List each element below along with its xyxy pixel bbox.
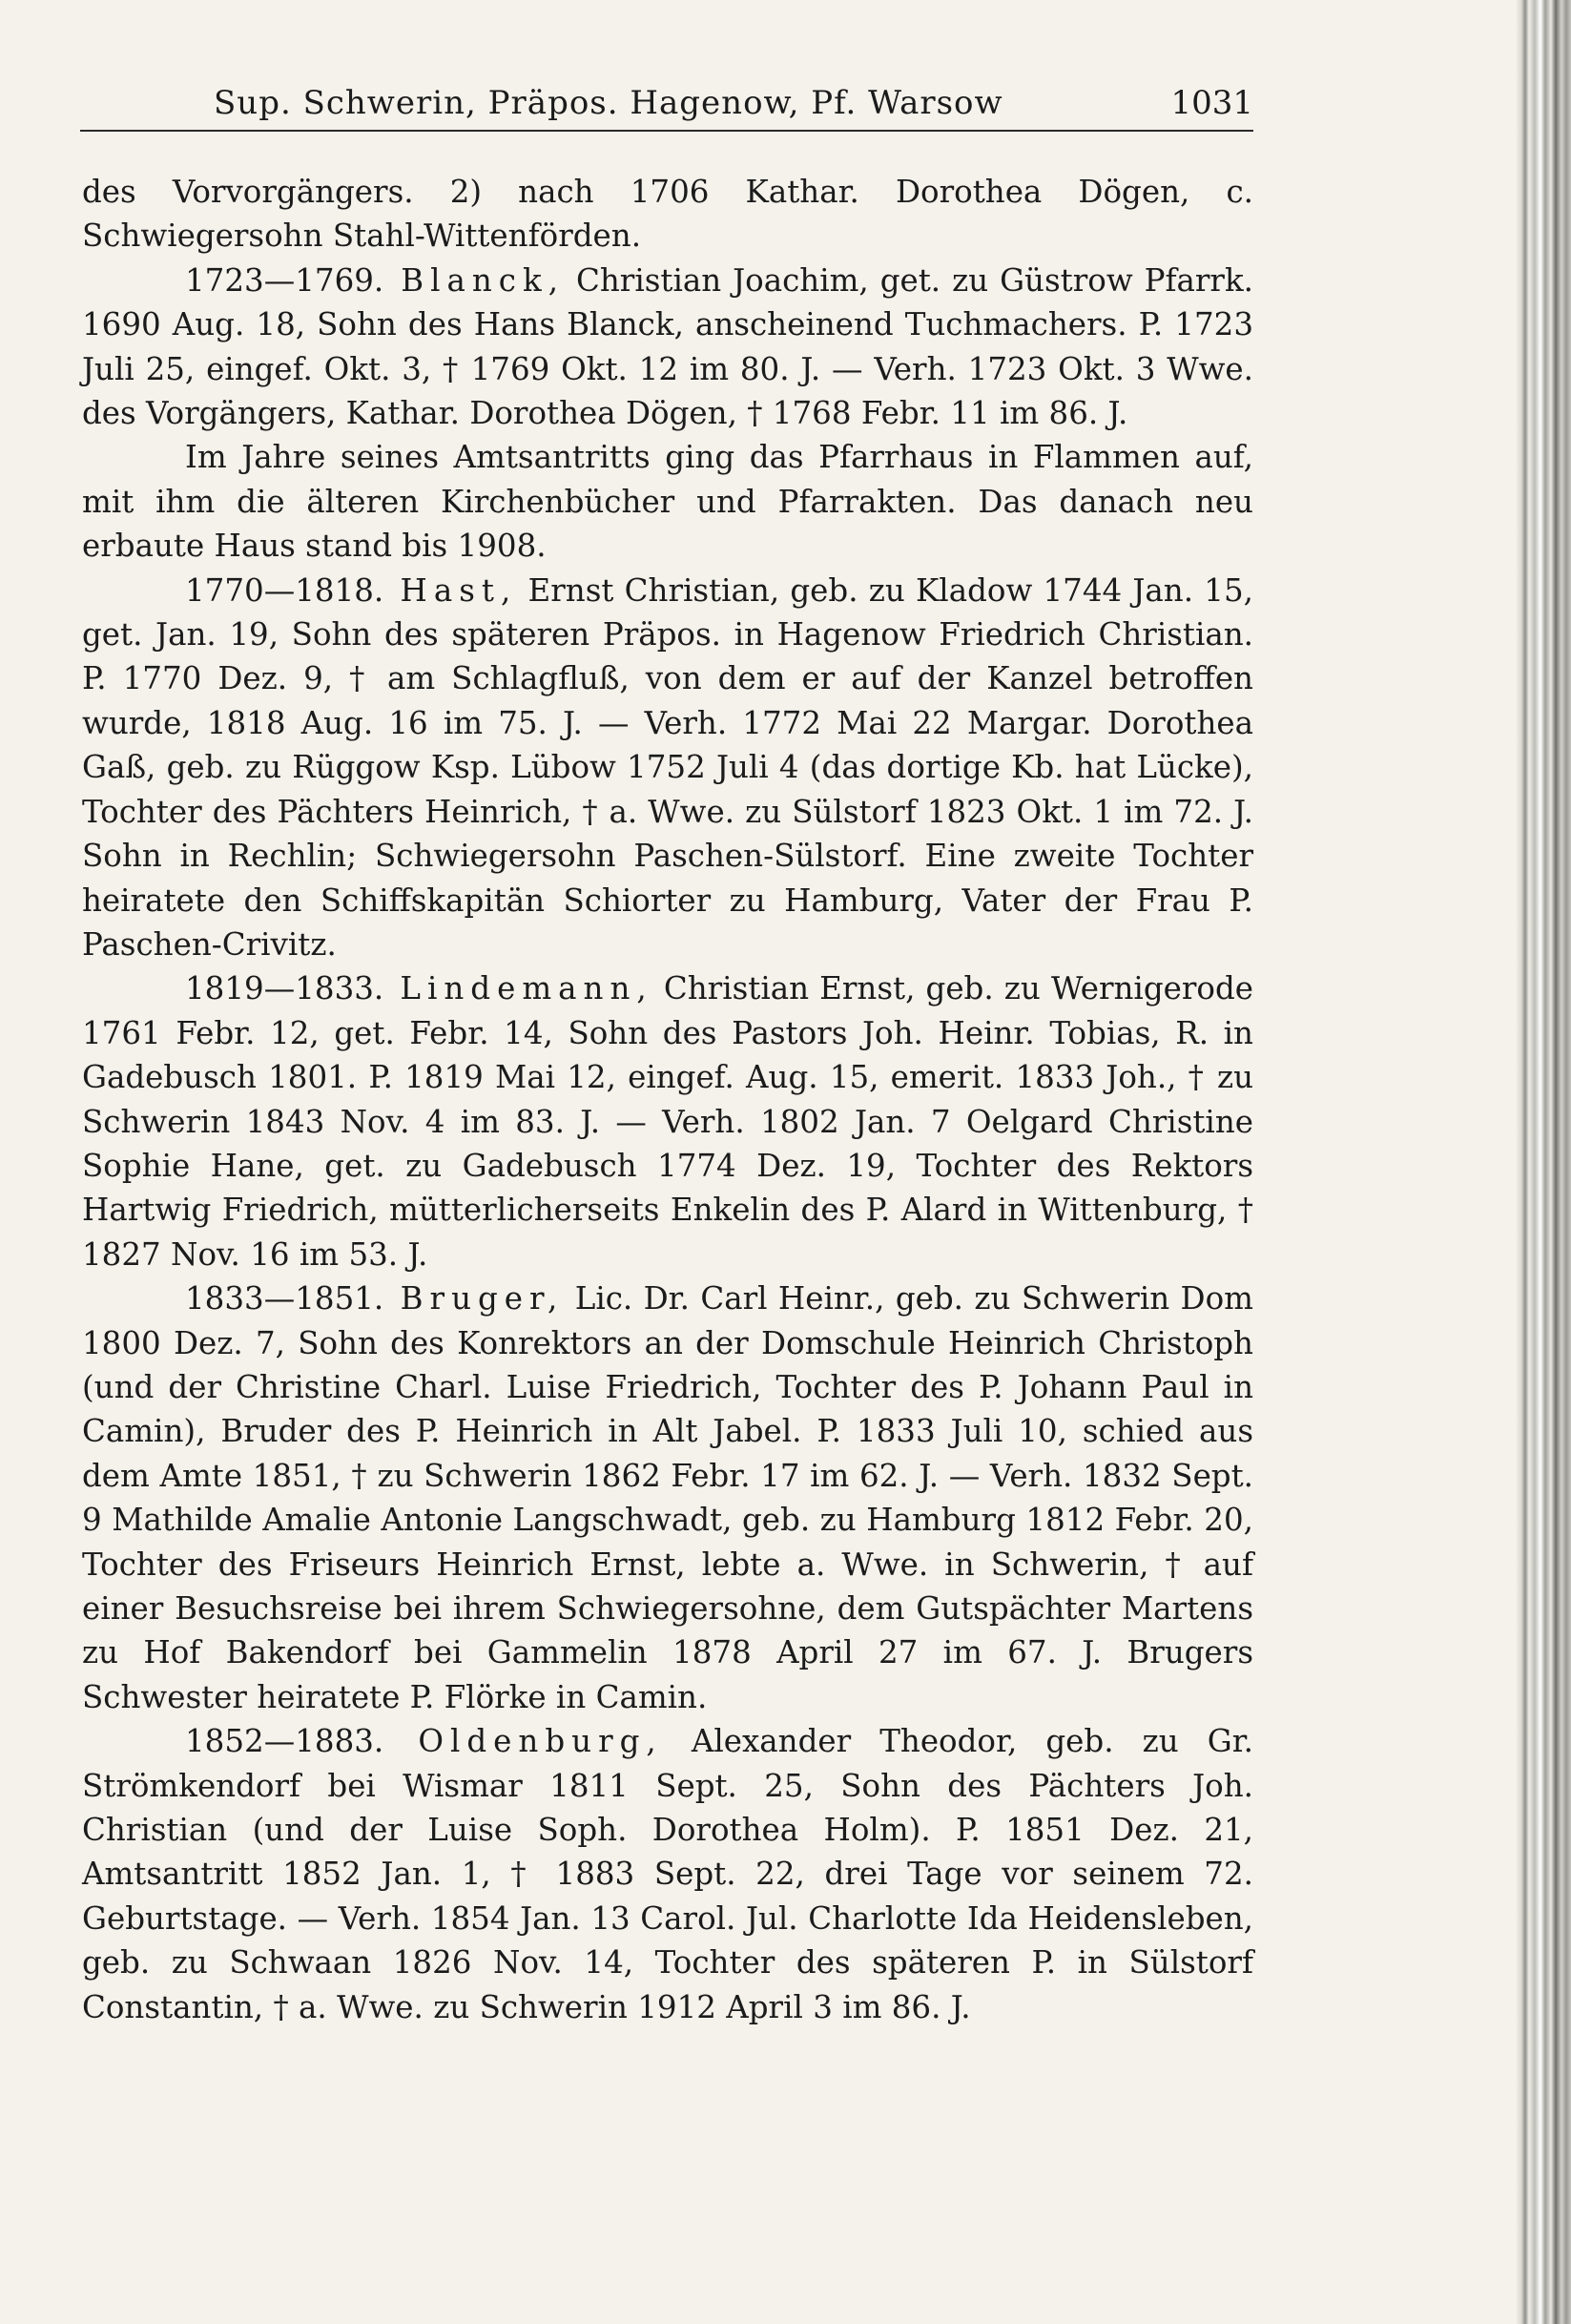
entry-text: Alexander Theodor, geb. zu Gr. Strömkendorf bei Wismar 1811 Sept. 25, Sohn des Pächters Joh. Christian (und der Luise Soph. Dorothea Holm). P. 1851 Dez. 21, Amtsantritt 1852 Jan. 1, † 1883 Sept. 22, drei Tage vor seinem 72. Geburtstage. — Verh. 1854 Jan. 13 Carol. Jul. Charlotte Ida Heidensleben, geb. zu Schwaan 1826 Nov. 14, Tochter des späteren P. in Sülstorf Constantin, † a. Wwe. zu Schwerin 1912 April 3 im 86. J. bbox=[82, 1723, 1253, 2025]
entry-hast bbox=[82, 569, 1253, 967]
entry-surname: Hast, bbox=[400, 571, 518, 609]
page-binding-edge bbox=[1516, 0, 1571, 2324]
entry-surname: Lindemann, bbox=[400, 970, 653, 1007]
entry-surname: Blanck, bbox=[401, 261, 566, 299]
entry-text: Lic. Dr. Carl Heinr., geb. zu Schwerin Dom 1800 Dez. 7, Sohn des Konrektors an der Domschule Heinrich Christoph (und der Christine Charl. Luise Friedrich, Tochter des P. Johann Paul in Camin), Bruder des P. Heinrich in Alt Jabel. P. 1833 Juli 10, schied aus dem Amte 1851, † zu Schwerin 1862 Febr. 17 im 62. J. — Verh. 1832 Sept. 9 Mathilde Amalie Antonie Langschwadt, geb. zu Hamburg 1812 Febr. 20, Tochter des Friseurs Heinrich Ernst, lebte a. Wwe. in Schwerin, † auf einer Besuchsreise bei ihrem Schwiegersohne, dem Gutspächter Martens zu Hof Bakendorf bei Gammelin 1878 April 27 im 67. J. Brugers Schwester heiratete P. Flörke in Camin. bbox=[82, 1280, 1253, 1715]
entry-bruger bbox=[82, 1276, 1253, 1719]
page-number: 1031 bbox=[1170, 84, 1253, 122]
entry-text: Christian Joachim, get. zu Güstrow Pfarrk. 1690 Aug. 18, Sohn des Hans Blanck, anscheinend Tuchmachers. P. 1723 Juli 25, eingef. Okt. 3, † 1769 Okt. 12 im 80. J. — Verh. 1723 Okt. 3 Wwe. des Vorgängers, Kathar. Dorothea Dögen, † 1768 Febr. 11 im 86. J. bbox=[82, 261, 1253, 432]
entry-text: Christian Ernst, geb. zu Wernigerode 1761 Febr. 12, get. Febr. 14, Sohn des Pastors Joh. Heinr. Tobias, R. in Gadebusch 1801. P. 1819 Mai 12, eingef. Aug. 15, emerit. 1833 Joh., † zu Schwerin 1843 Nov. 4 im 83. J. — Verh. 1802 Jan. 7 Oelgard Christine Sophie Hane, get. zu Gadebusch 1774 Dez. 19, Tochter des Rektors Hartwig Friedrich, mütterlicherseits Enkelin des P. Alard in Wittenburg, † 1827 Nov. 16 im 53. J. bbox=[82, 970, 1253, 1273]
paragraph-text: des Vorvorgängers. 2) nach 1706 Kathar. Dorothea Dögen, c. Schwiegersohn Stahl-Wittenförden. bbox=[82, 174, 1253, 255]
paragraph-note bbox=[82, 435, 1253, 568]
entry-years: 1723—1769. bbox=[185, 261, 384, 299]
entry-lindemann bbox=[82, 966, 1253, 1276]
page-header bbox=[80, 80, 1253, 132]
running-head: Sup. Schwerin, Präpos. Hagenow, Pf. Warsow bbox=[214, 84, 1003, 122]
entry-years: 1852—1883. bbox=[185, 1723, 384, 1760]
body-text bbox=[82, 170, 1253, 2029]
paragraph-text: Im Jahre seines Amtsantritts ging das Pfarrhaus in Flammen auf, mit ihm die älteren Kirchenbücher und Pfarrakten. Das danach neu erbaute Haus stand bis 1908. bbox=[82, 439, 1253, 565]
entry-years: 1819—1833. bbox=[185, 970, 384, 1007]
entry-surname: Oldenburg, bbox=[418, 1723, 663, 1760]
entry-oldenburg bbox=[82, 1719, 1253, 2029]
entry-text: Ernst Christian, geb. zu Kladow 1744 Jan. 15, get. Jan. 19, Sohn des späteren Präpos. in Hagenow Friedrich Christian. P. 1770 Dez. 9, † am Schlagfluß, von dem er auf der Kanzel betroffen wurde, 1818 Aug. 16 im 75. J. — Verh. 1772 Mai 22 Margar. Dorothea Gaß, geb. zu Rüggow Ksp. Lübow 1752 Juli 4 (das dortige Kb. hat Lücke), Tochter des Pächters Heinrich, † a. Wwe. zu Sülstorf 1823 Okt. 1 im 72. J. Sohn in Rechlin; Schwiegersohn Paschen-Sülstorf. Eine zweite Tochter heiratete den Schiffskapitän Schiorter zu Hamburg, Vater der Frau P. Paschen-Crivitz. bbox=[82, 571, 1253, 963]
entry-surname: Bruger, bbox=[400, 1280, 565, 1318]
entry-blanck bbox=[82, 259, 1253, 436]
entry-years: 1833—1851. bbox=[185, 1280, 384, 1318]
entry-years: 1770—1818. bbox=[185, 571, 384, 609]
paragraph-continuation bbox=[82, 170, 1253, 259]
